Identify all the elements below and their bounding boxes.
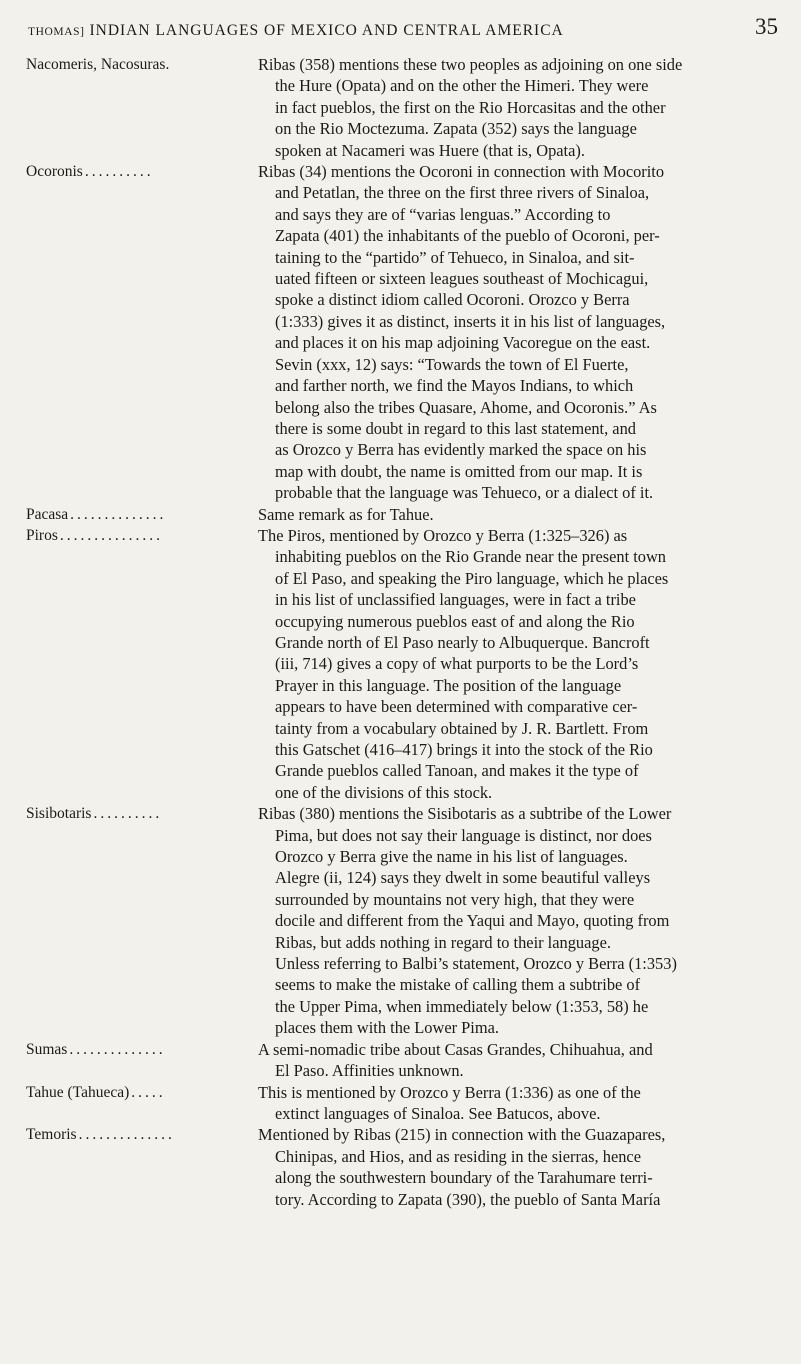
entry-term-name: Tahue (Tahueca)	[26, 1083, 130, 1101]
description-line: extinct languages of Sinaloa. See Batucos, above.	[275, 1103, 601, 1123]
description-line: of El Paso, and speaking the Piro language, which he places	[275, 568, 669, 588]
dot-leader: ..............	[78, 1126, 175, 1144]
entry	[26, 161, 786, 504]
description-line: Prayer in this language. The position of the language	[275, 675, 622, 695]
description-line: Orozco y Berra give the name in his list of languages.	[275, 847, 628, 867]
entry-description	[258, 504, 786, 525]
description-line: the Hure (Opata) and on the other the Himeri. They were	[275, 76, 649, 96]
entry-list	[26, 54, 786, 1210]
entry-description	[258, 803, 786, 1038]
description-line: Grande pueblos called Tanoan, and makes it the type of	[275, 761, 639, 781]
description-line: Same remark as for Tahue.	[258, 504, 434, 524]
description-line: in fact pueblos, the first on the Rio Horcasitas and the other	[275, 97, 666, 117]
entry-term	[26, 1124, 258, 1210]
entry-term	[26, 504, 258, 525]
description-line: map with doubt, the name is omitted from our map. It is	[275, 461, 643, 481]
description-line: Unless referring to Balbi’s statement, Orozco y Berra (1:353)	[275, 954, 677, 974]
entry	[26, 1039, 786, 1082]
description-line: and farther north, we find the Mayos Indians, to which	[275, 376, 634, 396]
description-line: Alegre (ii, 124) says they dwelt in some beautiful valleys	[275, 868, 651, 888]
dot-leader: ..............	[69, 1040, 166, 1058]
description-line: tainty from a vocabulary obtained by J. R. Bartlett. From	[275, 718, 649, 738]
description-line: Ribas (34) mentions the Ocoroni in connection with Mocorito	[258, 162, 665, 182]
description-line: belong also the tribes Quasare, Ahome, and Ocoronis.” As	[275, 397, 657, 417]
description-line: places them with the Lower Pima.	[275, 1018, 499, 1038]
description-line: and places it on his map adjoining Vacoregue on the east.	[275, 333, 651, 353]
description-line: along the southwestern boundary of the Tarahumare terri-	[275, 1168, 653, 1188]
dot-leader: ..........	[84, 163, 154, 181]
description-line: and Petatlan, the three on the first three rivers of Sinaloa,	[275, 183, 650, 203]
entry-description	[258, 525, 786, 803]
entry-description	[258, 1039, 786, 1082]
description-line: tory. According to Zapata (390), the pueblo of Santa María	[275, 1189, 661, 1209]
entry	[26, 803, 786, 1038]
running-head	[28, 22, 564, 40]
entry-term-name: Sumas	[26, 1040, 68, 1058]
description-line: El Paso. Affinities unknown.	[275, 1061, 464, 1081]
description-line: Mentioned by Ribas (215) in connection with the Guazapares,	[258, 1125, 666, 1145]
description-line: A semi-nomadic tribe about Casas Grandes, Chihuahua, and	[258, 1039, 653, 1059]
description-line: uated fifteen or sixteen leagues southeast of Mochicagui,	[275, 269, 649, 289]
entry-term-name: Ocoronis	[26, 163, 83, 181]
description-line: Chinipas, and Hios, and as residing in the sierras, hence	[275, 1146, 641, 1166]
description-line: and says they are of “varias lenguas.” According to	[275, 204, 611, 224]
description-line: The Piros, mentioned by Orozco y Berra (1:325–326) as	[258, 525, 628, 545]
description-line: there is some doubt in regard to this last statement, and	[275, 418, 636, 438]
entry-term	[26, 161, 258, 504]
entry-description	[258, 1124, 786, 1210]
description-line: This is mentioned by Orozco y Berra (1:336) as one of the	[258, 1082, 641, 1102]
entry	[26, 54, 786, 161]
entry-description	[258, 161, 786, 504]
entry-term	[26, 1039, 258, 1082]
description-line: (1:333) gives it as distinct, inserts it in his list of languages,	[275, 311, 666, 331]
dot-leader: ..........	[93, 805, 163, 823]
description-line: in his list of unclassified languages, were in fact a tribe	[275, 590, 636, 610]
description-line: (iii, 714) gives a copy of what purports to be the Lord’s	[275, 654, 639, 674]
description-line: one of the divisions of this stock.	[275, 782, 493, 802]
description-line: spoke a distinct idiom called Ocoroni. Orozco y Berra	[275, 290, 630, 310]
entry-term	[26, 525, 258, 803]
description-line: Ribas (380) mentions the Sisibotaris as a subtribe of the Lower	[258, 804, 672, 824]
description-line: as Orozco y Berra has evidently marked the space on his	[275, 440, 647, 460]
description-line: Ribas, but adds nothing in regard to their language.	[275, 932, 611, 952]
dot-leader: .....	[131, 1083, 166, 1101]
entry-term	[26, 1082, 258, 1125]
description-line: this Gatschet (416–417) brings it into the stock of the Rio	[275, 740, 653, 759]
running-head-author: THOMAS]	[28, 26, 85, 38]
description-line: taining to the “partido” of Tehueco, in Sinaloa, and sit-	[275, 247, 635, 267]
description-line: on the Rio Moctezuma. Zapata (352) says the language	[275, 119, 637, 139]
dot-leader: ...............	[59, 526, 163, 544]
entry	[26, 1082, 786, 1125]
description-line: the Upper Pima, when immediately below (1:353, 58) he	[275, 996, 649, 1016]
entry	[26, 1124, 786, 1210]
entry	[26, 504, 786, 525]
entry	[26, 525, 786, 803]
description-line: Pima, but does not say their language is distinct, nor does	[275, 825, 652, 845]
description-line: docile and different from the Yaqui and Mayo, quoting from	[275, 911, 670, 931]
entry-description	[258, 54, 786, 161]
description-line: inhabiting pueblos on the Rio Grande near the present town	[275, 547, 667, 567]
description-line: Sevin (xxx, 12) says: “Towards the town of El Fuerte,	[275, 354, 629, 374]
description-line: appears to have been determined with comparative cer-	[275, 697, 638, 717]
entry-term	[26, 54, 258, 161]
entry-term-name: Pacasa	[26, 505, 69, 523]
running-header	[28, 6, 778, 50]
description-line: seems to make the mistake of calling them a subtribe of	[275, 975, 641, 995]
running-head-title: INDIAN LANGUAGES OF MEXICO AND CENTRAL AMERICA	[89, 22, 564, 39]
description-line: surrounded by mountains not very high, that they were	[275, 889, 635, 909]
description-line: probable that the language was Tehueco, or a dialect of it.	[275, 483, 654, 503]
entry-term-name: Nacomeris, Nacosuras.	[26, 56, 170, 73]
entry-term	[26, 803, 258, 1038]
description-line: occupying numerous pueblos east of and along the Rio	[275, 611, 635, 631]
entry-term-name: Sisibotaris	[26, 805, 92, 823]
entry-term-name: Temoris	[26, 1126, 77, 1144]
description-line: Zapata (401) the inhabitants of the pueblo of Ocoroni, per-	[275, 226, 660, 246]
description-line: spoken at Nacameri was Huere (that is, Opata).	[275, 140, 585, 160]
entry-term-name: Piros	[26, 526, 58, 544]
dot-leader: ..............	[70, 505, 167, 523]
entry-description	[258, 1082, 786, 1125]
description-line: Ribas (358) mentions these two peoples as adjoining on one side	[258, 55, 683, 74]
page-number: 35	[755, 14, 778, 39]
description-line: Grande north of El Paso nearly to Albuquerque. Bancroft	[275, 632, 650, 652]
